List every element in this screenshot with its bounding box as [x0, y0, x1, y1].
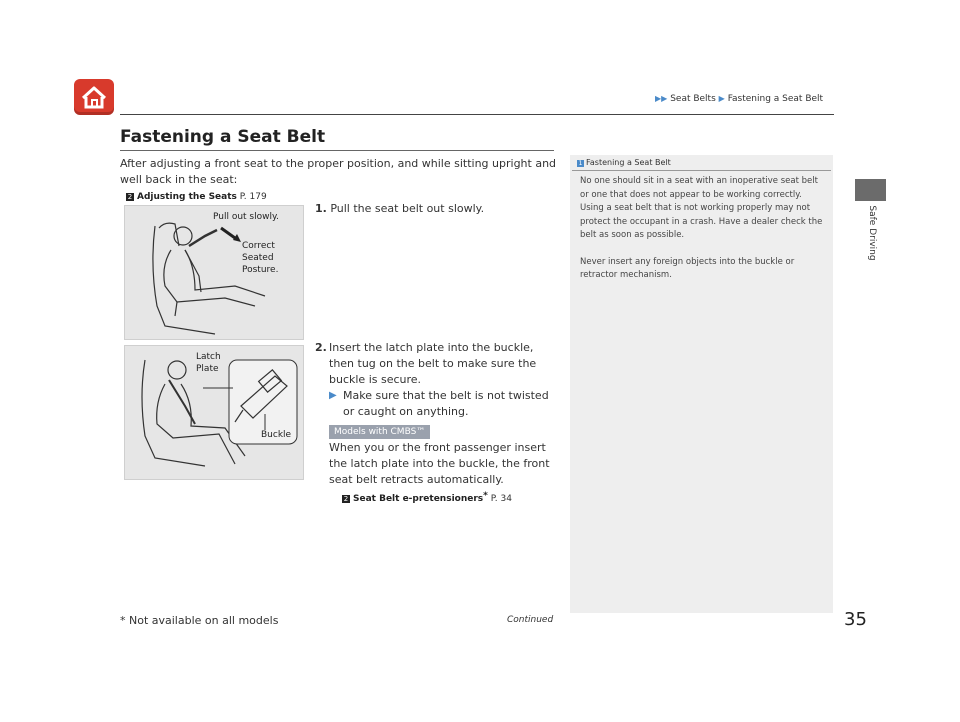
- bullet-arrow-icon: ▶: [329, 390, 337, 401]
- cmbs-paragraph: [329, 440, 557, 507]
- reference-arrow-icon: 2: [127, 193, 133, 201]
- home-icon: [74, 79, 114, 115]
- breadcrumb-arrow-icon: ▶▶: [655, 94, 668, 103]
- page-title: Fastening a Seat Belt: [120, 127, 326, 147]
- reference-page: P. 179: [239, 192, 267, 202]
- step-number: 2.: [315, 341, 327, 354]
- figure-latch-buckle: [124, 345, 304, 480]
- section-tab[interactable]: [855, 179, 886, 201]
- note-heading: [577, 158, 671, 167]
- step-number: 1.: [315, 202, 327, 215]
- step-2: [315, 340, 555, 420]
- step-text: Pull the seat belt out slowly.: [330, 202, 485, 215]
- figure-label: Plate: [196, 364, 219, 374]
- figure-label: Correct: [242, 241, 275, 251]
- figure-label: Latch: [196, 352, 221, 362]
- reference-title: Seat Belt e-pretensioners: [353, 494, 484, 504]
- intro-paragraph: [120, 156, 560, 205]
- title-divider: [120, 150, 554, 151]
- figure-pull-belt: [124, 205, 304, 340]
- figure-label: Seated: [242, 253, 274, 263]
- figure-label: Posture.: [242, 265, 279, 275]
- breadcrumb-item[interactable]: Seat Belts: [670, 94, 716, 104]
- note-paragraph: Never insert any foreign objects into the buckle or retractor mechanism.: [580, 256, 795, 280]
- reference-arrow-icon: 2: [343, 495, 349, 503]
- note-divider: [572, 170, 831, 171]
- reference-title: Adjusting the Seats: [137, 192, 237, 202]
- header-divider: [120, 114, 834, 115]
- intro-text: After adjusting a front seat to the proper position, and while sitting upright and well back in the seat:: [120, 157, 557, 186]
- step-1: [315, 201, 555, 217]
- footnote: * Not available on all models: [120, 614, 279, 627]
- step-text: Insert the latch plate into the buckle, then tug on the belt to make sure the buckle is secure.: [329, 341, 537, 386]
- page-number: 35: [844, 609, 867, 630]
- note-body: [580, 175, 825, 296]
- note-heading-text: Fastening a Seat Belt: [586, 158, 671, 167]
- breadcrumb-arrow-icon: ▶: [718, 94, 725, 103]
- reference-page: P. 34: [490, 494, 512, 504]
- continued-label: Continued: [507, 615, 554, 625]
- note-paragraph: No one should sit in a seat with an inoperative seat belt or one that does not appear to be working correctly. Using a seat belt that is not working properly may not protect the occupant in a crash. Have a dealer check the belt as soon as possible.: [580, 176, 823, 240]
- reference-star: *: [483, 491, 488, 501]
- section-label: Safe Driving: [867, 205, 877, 261]
- cross-reference[interactable]: [126, 192, 267, 202]
- breadcrumb-item[interactable]: Fastening a Seat Belt: [727, 94, 824, 104]
- breadcrumb: [655, 94, 823, 104]
- figure-label: Pull out slowly.: [213, 212, 279, 222]
- figure-label: Buckle: [261, 430, 292, 440]
- step-2-bullet: [329, 388, 555, 420]
- home-button[interactable]: [74, 79, 114, 115]
- model-badge: Models with CMBS™: [329, 425, 430, 439]
- cross-reference[interactable]: [342, 488, 557, 507]
- bullet-text: Make sure that the belt is not twisted or caught on anything.: [343, 389, 549, 418]
- note-marker-icon: 1: [578, 160, 583, 167]
- cmbs-text: When you or the front passenger insert the latch plate into the buckle, the front seat belt retracts automatically.: [329, 441, 550, 486]
